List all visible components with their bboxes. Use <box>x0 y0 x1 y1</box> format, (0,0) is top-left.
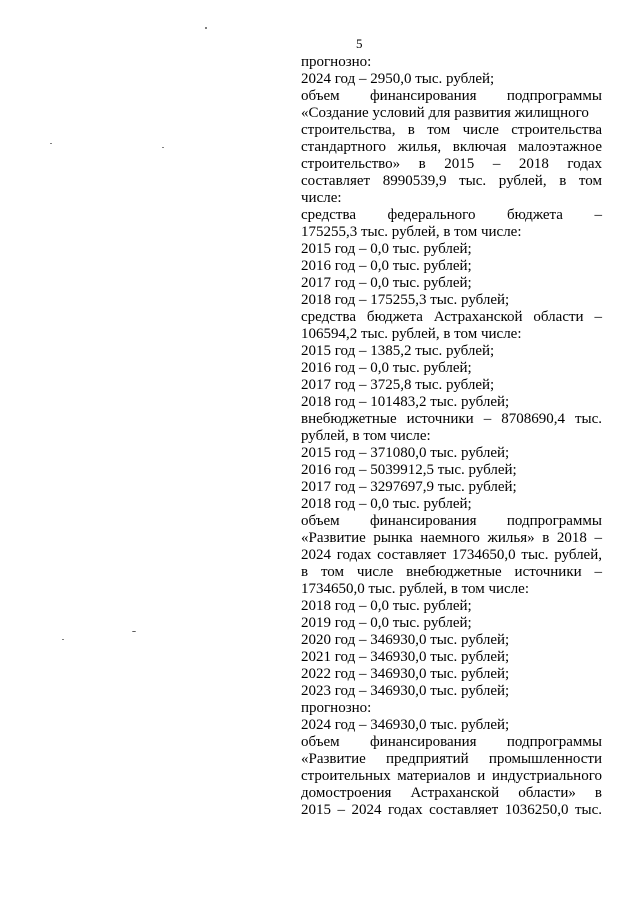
scan-speck <box>62 639 64 640</box>
text-line: объем финансирования подпрограммы <box>301 513 602 529</box>
document-text-column <box>301 54 602 819</box>
text-line: 2019 год – 0,0 тыс. рублей; <box>301 615 472 631</box>
text-line: 2016 год – 0,0 тыс. рублей; <box>301 258 472 274</box>
text-line: 2017 год – 3297697,9 тыс. рублей; <box>301 479 517 495</box>
text-line: 2017 год – 0,0 тыс. рублей; <box>301 275 472 291</box>
text-line: средства федерального бюджета – <box>301 207 602 223</box>
text-line: «Развитие рынка наемного жилья» в 2018 – <box>301 530 602 546</box>
text-line: 2015 год – 0,0 тыс. рублей; <box>301 241 472 257</box>
text-line: 2024 год – 2950,0 тыс. рублей; <box>301 71 495 87</box>
text-line: «Развитие предприятий промышленности <box>301 751 602 767</box>
text-line: 2022 год – 346930,0 тыс. рублей; <box>301 666 510 682</box>
scan-speck <box>50 143 52 144</box>
text-line: 2021 год – 346930,0 тыс. рублей; <box>301 649 510 665</box>
text-line: 2024 год – 346930,0 тыс. рублей; <box>301 717 510 733</box>
text-line: 2016 год – 5039912,5 тыс. рублей; <box>301 462 517 478</box>
text-line: средства бюджета Астраханской области – <box>301 309 602 325</box>
scan-speck <box>162 147 164 148</box>
page-number: 5 <box>356 36 363 51</box>
text-line: 2015 год – 371080,0 тыс. рублей; <box>301 445 510 461</box>
text-line: 175255,3 тыс. рублей, в том числе: <box>301 224 522 240</box>
scan-speck <box>132 631 136 632</box>
text-line: 2024 годах составляет 1734650,0 тыс. рублей, <box>301 547 602 563</box>
scan-speck <box>205 27 207 29</box>
text-line: 2018 год – 0,0 тыс. рублей; <box>301 598 472 614</box>
text-line: прогнозно: <box>301 700 372 716</box>
text-line: в том числе внебюджетные источники – <box>301 564 602 580</box>
text-line: «Создание условий для развития жилищного <box>301 105 589 121</box>
text-line: 2015 – 2024 годах составляет 1036250,0 тыс. <box>301 802 602 818</box>
text-line: внебюджетные источники – 8708690,4 тыс. <box>301 411 602 427</box>
text-line: строительных материалов и индустриального <box>301 768 602 784</box>
text-line: 2015 год – 1385,2 тыс. рублей; <box>301 343 495 359</box>
text-line: 2018 год – 101483,2 тыс. рублей; <box>301 394 510 410</box>
text-line: 1734650,0 тыс. рублей, в том числе: <box>301 581 530 597</box>
text-line: 106594,2 тыс. рублей, в том числе: <box>301 326 522 342</box>
text-line: стандартного жилья, включая малоэтажное <box>301 139 602 155</box>
text-line: 2018 год – 0,0 тыс. рублей; <box>301 496 472 512</box>
text-line: 2017 год – 3725,8 тыс. рублей; <box>301 377 495 393</box>
text-line: домостроения Астраханской области» в <box>301 785 602 801</box>
text-line: 2018 год – 175255,3 тыс. рублей; <box>301 292 510 308</box>
text-line: строительство» в 2015 – 2018 годах <box>301 156 602 172</box>
text-line: составляет 8990539,9 тыс. рублей, в том <box>301 173 602 189</box>
text-line: 2023 год – 346930,0 тыс. рублей; <box>301 683 510 699</box>
text-line: строительства, в том числе строительства <box>301 122 602 138</box>
text-line: числе: <box>301 190 342 206</box>
text-line: объем финансирования подпрограммы <box>301 734 602 750</box>
text-line: 2020 год – 346930,0 тыс. рублей; <box>301 632 510 648</box>
text-line: прогнозно: <box>301 54 372 70</box>
text-line: объем финансирования подпрограммы <box>301 88 602 104</box>
text-line: 2016 год – 0,0 тыс. рублей; <box>301 360 472 376</box>
text-line: рублей, в том числе: <box>301 428 431 444</box>
